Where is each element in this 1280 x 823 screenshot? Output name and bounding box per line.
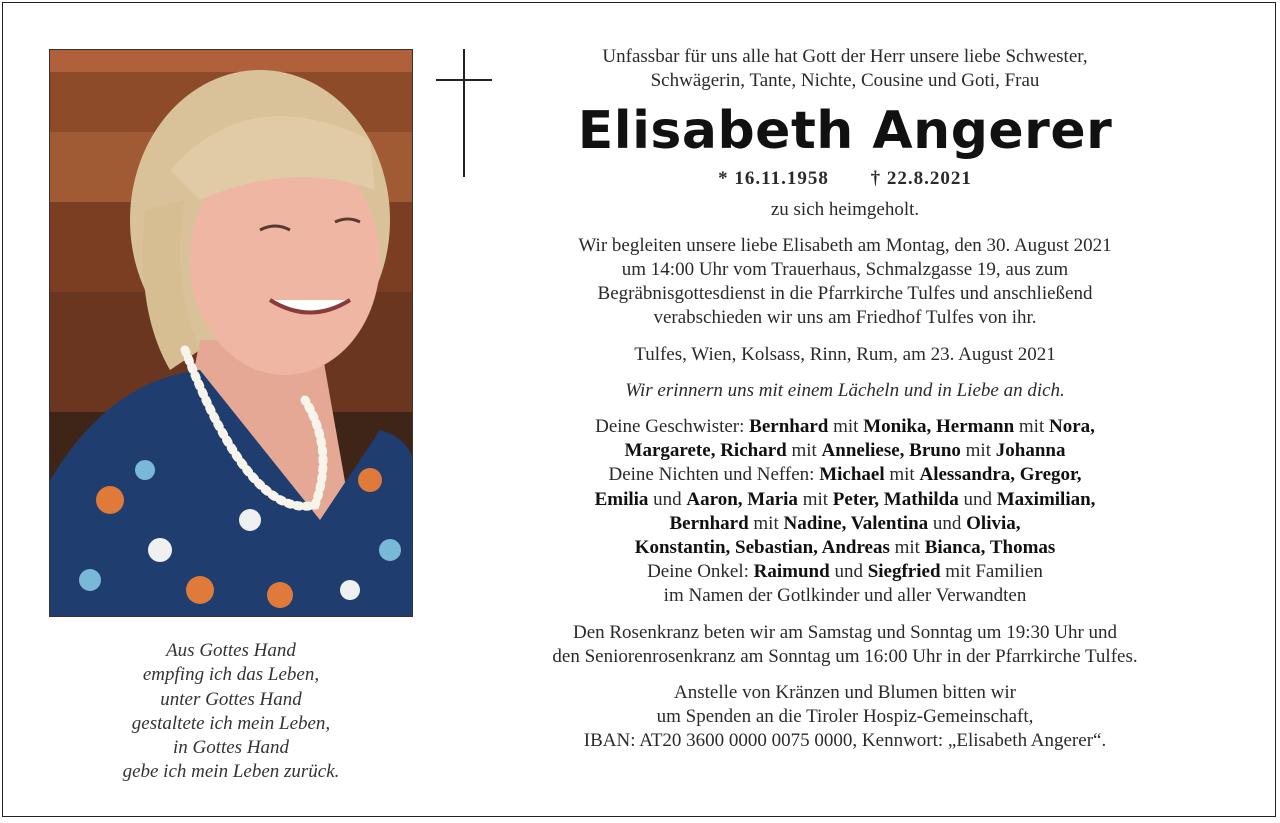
mourner-name: Peter, Mathilda [832, 488, 959, 510]
poem-line: in Gottes Hand [172, 737, 290, 759]
mourner-name: Nadine, Valentina [783, 512, 929, 534]
mourner-name: Raimund [753, 561, 830, 583]
mourner-text: und [648, 488, 687, 510]
mourner-name: Margarete, Richard [624, 440, 787, 462]
remembrance-line: Wir erinnern uns mit einem Lächeln und in Liebe an dich. [625, 379, 1065, 401]
mourner-text: Deine Nichten und Neffen: [608, 464, 820, 486]
portrait-illustration [50, 50, 413, 617]
mourner-text: mit [1014, 416, 1049, 438]
mourner-name: Maximilian, [996, 488, 1096, 510]
mourner-name: Olivia, [966, 512, 1021, 534]
intro-line: Schwägerin, Tante, Nichte, Cousine und Goti, Frau [650, 70, 1040, 92]
mourner-name: Alessandra, Gregor, [919, 464, 1082, 486]
portrait-photo [49, 49, 413, 617]
mourner-name: Michael [819, 464, 885, 486]
mourner-name: Anneliese, Bruno [821, 440, 961, 462]
poem-line: gebe ich mein Leben zurück. [122, 761, 340, 783]
mourner-name: Monika, Hermann [863, 416, 1015, 438]
life-dates [443, 167, 1247, 191]
mourner-text: und [829, 561, 868, 583]
mourner-text: mit [797, 488, 833, 510]
mourner-text: mit Familien [940, 561, 1043, 583]
deceased-name: Elisabeth Angerer [577, 101, 1113, 162]
mourner-text: und [928, 512, 967, 534]
mourner-line [443, 512, 1247, 536]
mourner-line [443, 439, 1247, 463]
mourner-name: Aaron, Maria [686, 488, 798, 510]
birth-date: * 16.11.1958 [718, 168, 829, 190]
mourner-text: Deine Onkel: [647, 561, 754, 583]
mourner-name: Bernhard [749, 416, 829, 438]
rosary-line: den Seniorenrosenkranz am Sonntag um 16:00 Uhr in der Pfarrkirche Tulfes. [552, 645, 1138, 667]
homecall-text: zu sich heimgeholt. [770, 198, 920, 220]
mourner-line [443, 415, 1247, 439]
funeral-line: Wir begleiten unsere liebe Elisabeth am Montag, den 30. August 2021 [578, 234, 1112, 256]
mourner-line [443, 488, 1247, 512]
mourner-name: Johanna [995, 440, 1066, 462]
mourner-text: im Namen der Gotlkinder und aller Verwandten [663, 585, 1027, 607]
obituary-notice [2, 2, 1276, 817]
mourner-text: mit [786, 440, 822, 462]
obituary-text [443, 45, 1247, 754]
poem-line: unter Gottes Hand [160, 688, 302, 710]
poem-line: gestaltete ich mein Leben, [131, 712, 331, 734]
donation-line: Anstelle von Kränzen und Blumen bitten wir [674, 682, 1016, 704]
donation-line: um Spenden an die Tiroler Hospiz-Gemeinschaft, [656, 706, 1034, 728]
mourner-text: mit [828, 416, 864, 438]
mourner-text: mit [960, 440, 996, 462]
donation-line: IBAN: AT20 3600 0000 0075 0000, Kennwort: „Elisabeth Angerer“. [583, 730, 1107, 752]
intro-line: Unfassbar für uns alle hat Gott der Herr unsere liebe Schwester, [602, 46, 1088, 67]
funeral-line: verabschieden wir uns am Friedhof Tulfes von ihr. [653, 307, 1037, 329]
rosary-line: Den Rosenkranz beten wir am Samstag und Sonntag um 19:30 Uhr und [572, 621, 1118, 643]
poem-line: Aus Gottes Hand [166, 640, 296, 661]
death-date: † 22.8.2021 [870, 168, 972, 190]
poem-line: empfing ich das Leben, [142, 664, 320, 686]
funeral-line: um 14:00 Uhr vom Trauerhaus, Schmalzgasse 19, aus zum [621, 259, 1069, 281]
mourner-line [443, 536, 1247, 560]
poem [49, 639, 413, 785]
mourner-name: Siegfried [867, 561, 941, 583]
mourner-text: mit [884, 464, 920, 486]
mourner-line [443, 463, 1247, 487]
mourner-text: Deine Geschwister: [595, 416, 750, 438]
mourner-name: Emilia [594, 488, 649, 510]
place-date: Tulfes, Wien, Kolsass, Rinn, Rum, am 23. August 2021 [634, 343, 1056, 365]
mourner-name: Konstantin, Sebastian, Andreas [634, 537, 890, 559]
mourner-line [443, 560, 1247, 584]
mourner-name: Bernhard [669, 512, 749, 534]
mourner-text: mit [748, 512, 784, 534]
mourner-text: mit [889, 537, 925, 559]
mourner-name: Nora, [1048, 416, 1095, 438]
mourner-text: und [958, 488, 997, 510]
mourners-list [443, 415, 1247, 609]
funeral-line: Begräbnisgottesdienst in die Pfarrkirche Tulfes und anschließend [597, 283, 1093, 305]
mourner-line [443, 584, 1247, 608]
mourner-name: Bianca, Thomas [924, 537, 1056, 559]
